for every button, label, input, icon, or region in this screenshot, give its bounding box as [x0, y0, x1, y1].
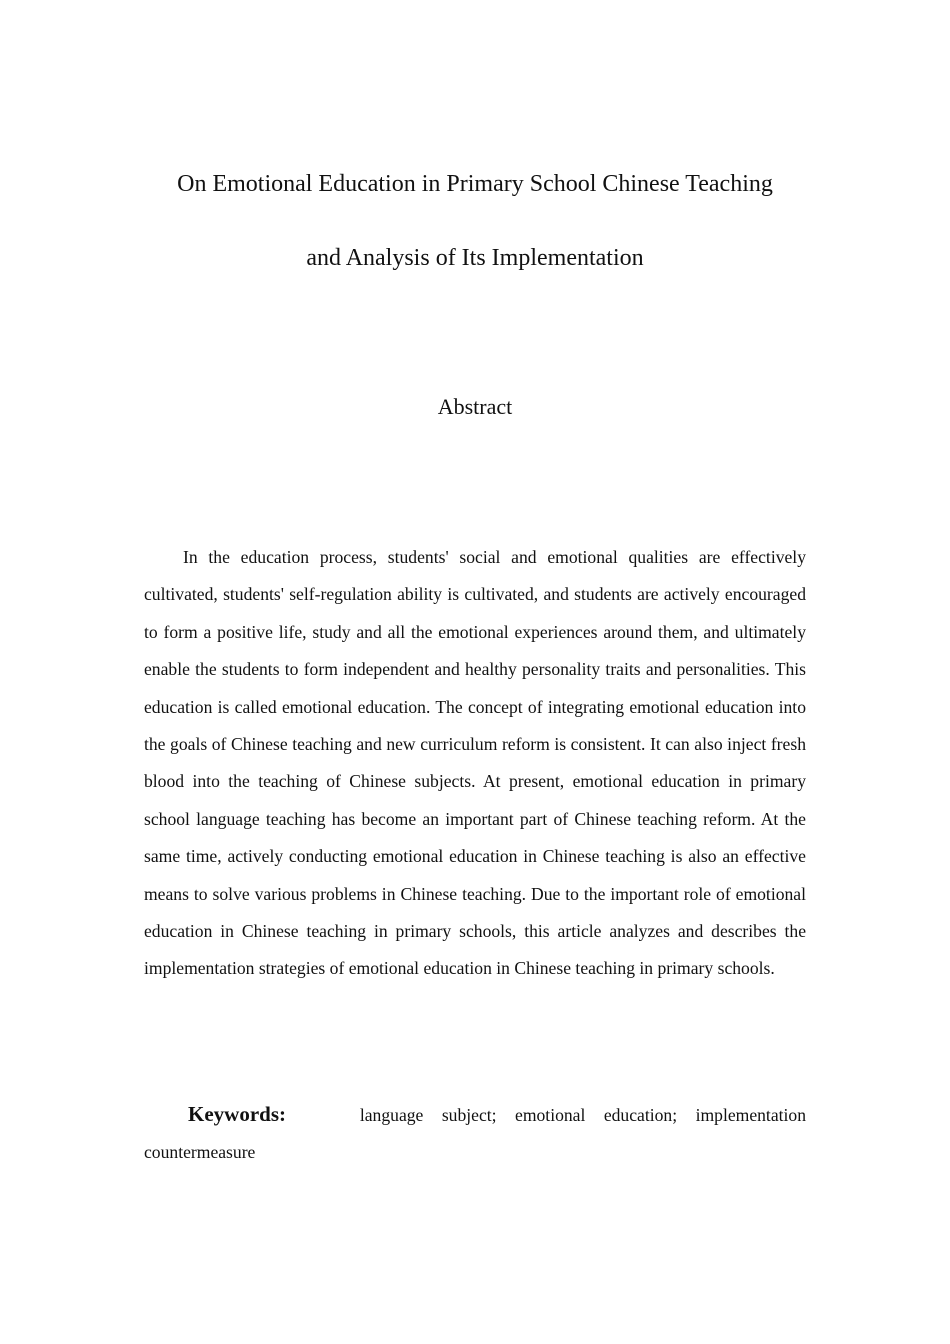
- abstract-body: In the education process, students' social and emotional qualities are effectively cultivated, students' self-regulation ability is cultivated, and students are actively encouraged to form a positive life, study and all the emotional experiences around them, and ultimately enable the students to form independent and healthy personality traits and personalities. This education is called emotional education. The concept of integrating emotional education into the goals of Chinese teaching and new curriculum reform is consistent. It can also inject fresh blood into the teaching of Chinese subjects. At present, emotional education in primary school language teaching has become an important part of Chinese teaching reform. At the same time, actively conducting emotional education in Chinese teaching is also an effective means to solve various problems in Chinese teaching. Due to the important role of emotional education in Chinese teaching in primary schools, this article analyzes and describes the implementation strategies of emotional education in Chinese teaching in primary schools.: [144, 547, 806, 979]
- paper-title-line-1: On Emotional Education in Primary School Chinese Teaching: [177, 171, 773, 197]
- abstract-heading: Abstract: [437, 394, 513, 419]
- keywords-label: Keywords:: [188, 1102, 286, 1126]
- keywords-paragraph: [144, 1096, 806, 1171]
- keywords-text: language subject; emotional education; implementation countermeasure: [144, 1105, 806, 1162]
- paper-title-line-2: and Analysis of Its Implementation: [306, 245, 644, 271]
